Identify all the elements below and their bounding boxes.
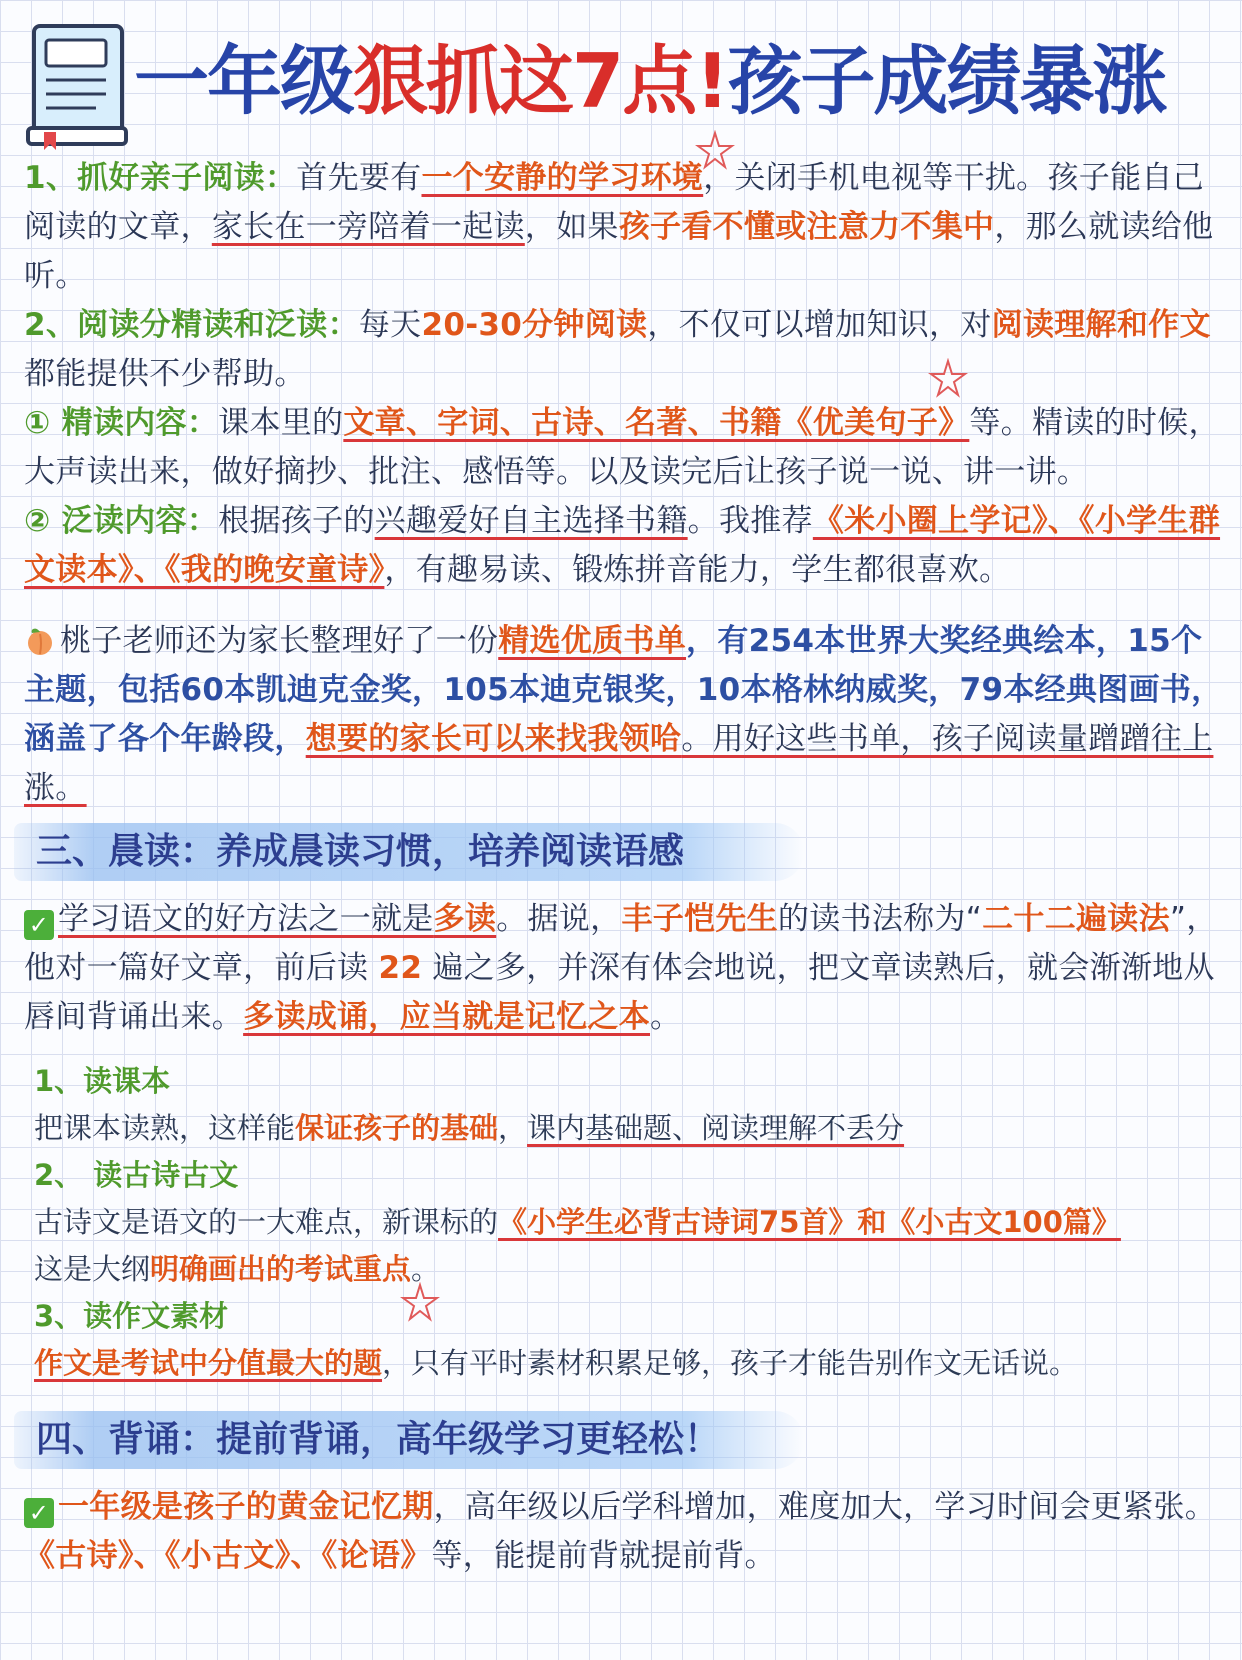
item-label: ② 泛读内容： [24, 503, 219, 539]
text: 。我推荐 [687, 503, 813, 539]
highlight: 一个安静的学习环境 [421, 160, 704, 196]
highlight: 《古诗》、《小古文》、《论语》 [24, 1538, 432, 1574]
article-body [24, 154, 1224, 1581]
text: ，高年级以后学科增加，难度加大，学习时间会更紧张。 [433, 1489, 1217, 1525]
highlight: 想要的家长可以来找我领哈 [305, 721, 682, 757]
exclamation-icon: ! [695, 37, 728, 125]
highlight: 22 [378, 950, 423, 986]
title-area [0, 0, 1242, 150]
peach-icon [24, 626, 56, 656]
text: 。据说， [496, 901, 622, 937]
highlight: 阅读理解和作文 [991, 307, 1211, 343]
item-label: ① 精读内容： [24, 405, 219, 441]
section-heading-text: 三、晨读：养成晨读习惯，培养阅读语感 [36, 831, 685, 872]
text: 。 [650, 999, 682, 1035]
text: 都能提供不少帮助。 [24, 356, 306, 392]
text: ，如果 [524, 209, 619, 245]
highlight: 文章、字词、古诗、名著、书籍《优美句子》 [343, 405, 970, 441]
book-icon [26, 22, 130, 150]
sub-text-2 [24, 1199, 1224, 1293]
title-part1: 一年级 [134, 37, 354, 125]
text: 每天 [358, 307, 422, 343]
text: ，有254本世界大奖经典绘本，15个主题，包括60本凯迪克金奖，105本迪克银奖，10本格林纳威奖，79本经典图画书，涵盖了各个年龄段， [24, 623, 1223, 757]
text: 等，能提前背就提前背。 [431, 1538, 776, 1574]
section-heading-3 [14, 823, 804, 881]
text: 课本里的 [218, 405, 344, 441]
underline-text: 家长在一旁陪着一起读 [211, 209, 525, 245]
sub-text-1 [24, 1105, 1224, 1152]
highlight: 《小学生必背古诗词75首》和《小古文100篇》 [498, 1205, 1121, 1239]
highlight: 保证孩子的基础 [295, 1111, 499, 1145]
underline-text: 学习语文的好方法之一就是 [58, 901, 434, 937]
highlight: 孩子看不懂或注意力不集中 [618, 209, 995, 245]
text: 这是大纲 [34, 1252, 151, 1286]
text: ，只有平时素材积累足够，孩子才能告别作文无话说。 [382, 1346, 1079, 1380]
text: 。 [411, 1252, 441, 1286]
highlight: 精选优质书单 [498, 623, 687, 659]
text: ， [498, 1111, 528, 1145]
highlight: 一年级是孩子的黄金记忆期 [58, 1489, 434, 1525]
text: ”，他对一篇好文章，前后读 [24, 901, 1218, 986]
underline-text: 。用好这些书单，孩子阅读量蹭蹭往上涨。 [24, 721, 1214, 806]
underline-text: 课内基础题、阅读理解不丢分 [527, 1111, 905, 1145]
title-part2: 狠抓这7点 [353, 37, 696, 125]
text: 古诗文是语文的一大难点，新课标的 [34, 1205, 499, 1239]
item-label: 2、阅读分精读和泛读： [24, 307, 359, 343]
checkmark-icon: ✓ [24, 1498, 54, 1528]
underline-text: 兴趣爱好自主选择书籍 [374, 503, 688, 539]
text: 遍之多，并深有体会地说，把文章读熟后，就会渐渐地从唇间背诵出来。 [24, 950, 1215, 1035]
morning-reading-paragraph [24, 895, 1224, 1042]
reading-item-1 [24, 154, 1224, 301]
item-label: 1、抓好亲子阅读： [24, 160, 297, 196]
text: 首先要有 [296, 160, 422, 196]
recitation-paragraph [24, 1483, 1224, 1581]
sub-text-3 [24, 1340, 1224, 1387]
reading-item-4 [24, 497, 1224, 595]
highlight: 作文是考试中分值最大的题 [34, 1346, 383, 1380]
title-part3: 孩子成绩暴涨 [727, 37, 1166, 125]
text: ，关闭手机电视等干扰。孩子能自己阅读的文章， [24, 160, 1204, 245]
text: 把课本读熟，这样能 [34, 1111, 296, 1145]
highlight: 多读 [433, 901, 497, 937]
text: 根据孩子的 [218, 503, 375, 539]
text: ，那么就读给他听。 [24, 209, 1214, 294]
text: 的读书法称为“ [777, 901, 983, 937]
text: ，不仅可以增加知识，对 [647, 307, 992, 343]
text: 桃子老师还为家长整理好了一份 [60, 623, 499, 659]
highlight: 二十二遍读法 [982, 901, 1170, 937]
highlight: 丰子恺先生 [621, 901, 778, 937]
reading-item-3 [24, 399, 1224, 497]
page-title [134, 26, 1239, 136]
highlight: 明确画出的考试重点 [150, 1252, 412, 1286]
section-heading-text: 四、背诵：提前背诵，高年级学习更轻松！ [36, 1419, 721, 1460]
section-heading-4 [14, 1411, 804, 1469]
sub-label-1: 1、读课本 [34, 1064, 171, 1098]
highlight: 多读成诵，应当就是记忆之本 [243, 999, 651, 1035]
text: 等。精读的时候，大声读出来，做好摘抄、批注、感悟等。以及读完后让孩子说一说、讲一讲。 [24, 405, 1220, 490]
highlight: 20-30分钟阅读 [421, 307, 648, 343]
sub-label-2: 2、 读古诗古文 [34, 1158, 239, 1192]
sub-label-3: 3、读作文素材 [34, 1299, 229, 1333]
peach-note [24, 617, 1224, 813]
highlight: 《米小圈上学记》、《小学生群文读本》、《我的晚安童诗》 [24, 503, 1221, 588]
checkmark-icon: ✓ [24, 910, 54, 940]
reading-item-2 [24, 301, 1224, 399]
text: ，有趣易读、锻炼拼音能力，学生都很喜欢。 [384, 552, 1011, 588]
